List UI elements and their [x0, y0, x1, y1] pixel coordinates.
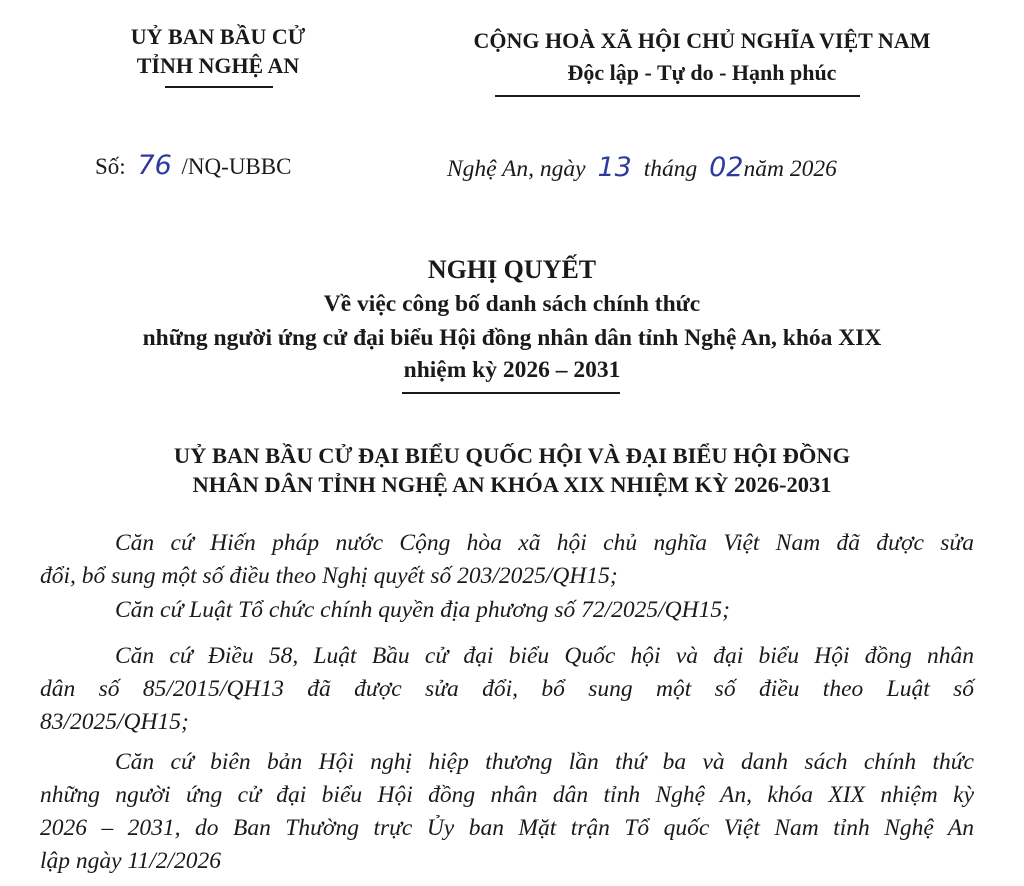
preamble-3-line-2: dân số 85/2015/QH13 đã được sửa đổi, bổ sung một số điều theo Luật số: [40, 676, 974, 702]
doc-date-row: [447, 152, 837, 183]
preamble-1-line-2: đổi, bổ sung một số điều theo Nghị quyết số 203/2025/QH15;: [40, 563, 618, 589]
national-motto-underline: [495, 95, 860, 97]
issuer-line2: NHÂN DÂN TỈNH NGHỆ AN KHÓA XIX NHIỆM KỲ 2026-2031: [192, 472, 832, 497]
doc-date-month-handwritten: 02: [709, 152, 744, 183]
org-name-line1: UỶ BAN BẦU CỬ: [130, 24, 306, 49]
doc-date-month-label: tháng: [643, 156, 698, 182]
preamble-paragraph-2: [40, 594, 974, 627]
preamble-paragraph-4: [40, 746, 974, 878]
doc-subject-line1: Về việc công bố danh sách chính thức: [323, 291, 701, 317]
preamble-paragraph-3: [40, 640, 974, 739]
preamble-4-line-4: lập ngày 11/2/2026: [40, 848, 222, 874]
national-motto: Độc lập - Tự do - Hạnh phúc: [567, 60, 837, 85]
doc-type-title: NGHỊ QUYẾT: [427, 255, 597, 284]
org-name-line2: TỈNH NGHỆ AN: [136, 53, 300, 78]
title-underline: [402, 392, 620, 394]
preamble-4-line-3: 2026 – 2031, do Ban Thường trực Ủy ban Mặt trận Tổ quốc Việt Nam tỉnh Nghệ An: [40, 815, 974, 841]
preamble-paragraph-1: [40, 527, 974, 593]
doc-date-day-handwritten: 13: [597, 152, 632, 183]
national-title: CỘNG HOÀ XÃ HỘI CHỦ NGHĨA VIỆT NAM: [473, 28, 931, 53]
org-name-underline: [165, 86, 273, 88]
preamble-1-line-1: Căn cứ Hiến pháp nước Cộng hòa xã hội chủ nghĩa Việt Nam đã được sửa: [115, 530, 974, 556]
doc-number-row: [95, 150, 291, 181]
preamble-3-line-3: 83/2025/QH15;: [40, 709, 189, 735]
doc-subject-line2: những người ứng cử đại biểu Hội đồng nhân dân tỉnh Nghệ An, khóa XIX: [142, 325, 882, 351]
doc-number-handwritten: 76: [137, 150, 172, 181]
preamble-4-line-2: những người ứng cử đại biểu Hội đồng nhân dân tỉnh Nghệ An, khóa XIX nhiệm kỳ: [40, 782, 974, 808]
doc-number-prefix: Số:: [95, 154, 126, 179]
doc-date-year: năm 2026: [743, 156, 837, 182]
preamble-4-line-1: Căn cứ biên bản Hội nghị hiệp thương lần thứ ba và danh sách chính thức: [115, 749, 974, 775]
doc-number-suffix: /NQ-UBBC: [181, 154, 292, 179]
preamble-3-line-1: Căn cứ Điều 58, Luật Bầu cử đại biểu Quốc hội và đại biểu Hội đồng nhân: [115, 643, 974, 669]
doc-subject-line3: nhiệm kỳ 2026 – 2031: [403, 357, 621, 383]
doc-date-place: Nghệ An, ngày: [447, 156, 586, 182]
preamble-2-line-1: Căn cứ Luật Tổ chức chính quyền địa phương số 72/2025/QH15;: [115, 597, 730, 623]
issuer-line1: UỶ BAN BẦU CỬ ĐẠI BIỂU QUỐC HỘI VÀ ĐẠI BIỂU HỘI ĐỒNG: [173, 443, 851, 468]
